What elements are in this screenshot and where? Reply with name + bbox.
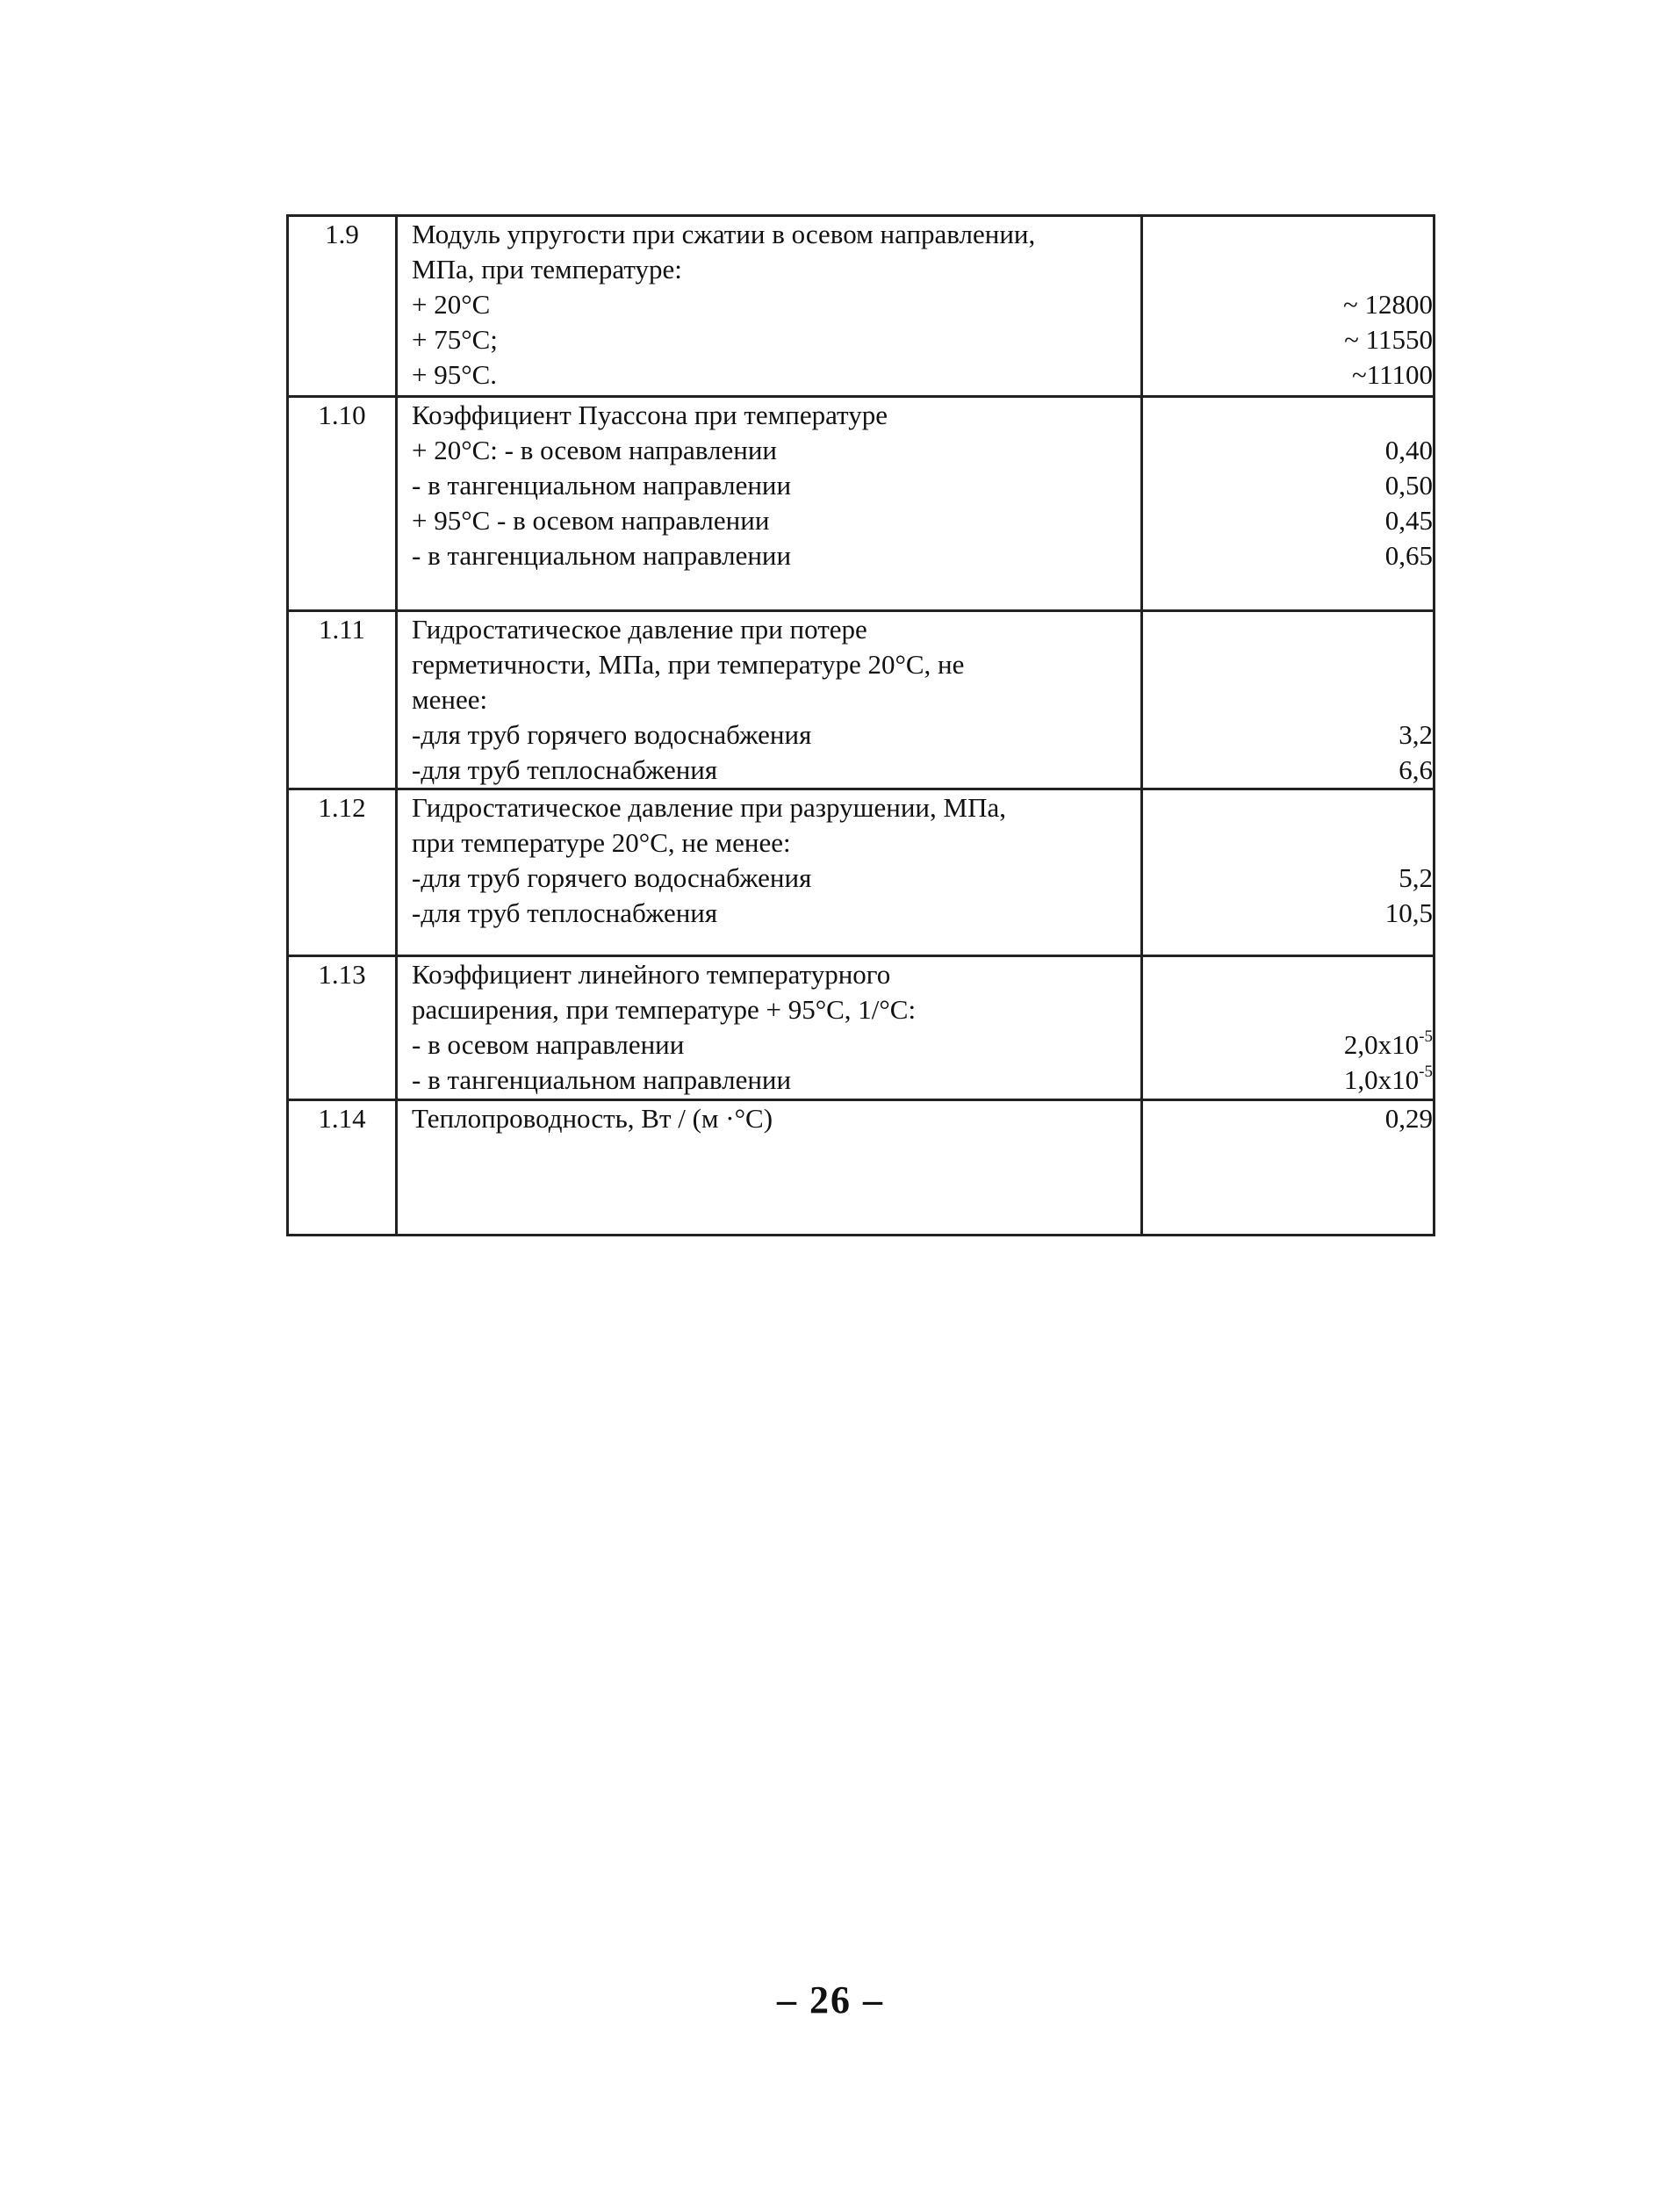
- row-description: [397, 789, 1142, 956]
- value-line: [1143, 252, 1433, 287]
- row-number: 1.12: [288, 789, 397, 956]
- row-description: [397, 1100, 1142, 1236]
- value-line: [1143, 825, 1433, 861]
- value-line: 0,40: [1384, 435, 1433, 465]
- table-row: [288, 956, 1434, 1100]
- value-line: [1143, 790, 1433, 825]
- description-line: при температуре 20°С, не менее:: [412, 827, 791, 858]
- description-line: + 20°С: - в осевом направлении: [412, 435, 778, 465]
- value-line: [1143, 398, 1433, 433]
- table-row: [288, 1100, 1434, 1236]
- description-line: Гидростатическое давление при разрушении, МПа,: [412, 792, 1006, 823]
- description-line: менее:: [412, 684, 488, 715]
- description-line: - в тангенциальном направлении: [412, 1064, 792, 1095]
- row-values: [1142, 216, 1434, 397]
- description-line: герметичности, МПа, при температуре 20°С, не: [412, 649, 965, 680]
- description-line: Коэффициент линейного температурного: [412, 959, 891, 990]
- value-line: 0,45: [1384, 505, 1433, 536]
- row-values: [1142, 956, 1434, 1100]
- description-line: + 95°С.: [412, 359, 498, 390]
- row-values: [1142, 611, 1434, 789]
- value-mantissa: 2,0x10: [1343, 1029, 1420, 1060]
- value-line: 0,65: [1384, 540, 1433, 571]
- value-line: [1143, 612, 1433, 647]
- row-number: 1.11: [288, 611, 397, 789]
- value-line: ~ 11550: [1344, 324, 1433, 355]
- row-number: 1.13: [288, 956, 397, 1100]
- value-line: [1143, 957, 1433, 992]
- value-line: [1143, 217, 1433, 252]
- description-line: -для труб горячего водоснабжения: [412, 862, 812, 893]
- value-line: 5,2: [1399, 862, 1433, 893]
- description-line: + 75°С;: [412, 324, 498, 355]
- properties-table: [286, 214, 1435, 1236]
- description-line: -для труб горячего водоснабжения: [412, 719, 812, 750]
- row-values: [1142, 397, 1434, 611]
- row-number: 1.10: [288, 397, 397, 611]
- description-line: -для труб теплоснабжения: [412, 754, 718, 785]
- value-line: [1143, 1027, 1433, 1063]
- row-values: [1142, 789, 1434, 956]
- table-row: [288, 216, 1434, 397]
- description-line: Коэффициент Пуассона при температуре: [412, 400, 888, 430]
- description-line: МПа, при температуре:: [412, 254, 682, 285]
- description-line: + 20°С: [412, 289, 491, 320]
- row-description: [397, 397, 1142, 611]
- value-line: 3,2: [1399, 719, 1433, 750]
- row-description: [397, 956, 1142, 1100]
- value-exponent: -5: [1419, 1063, 1433, 1081]
- row-description: [397, 611, 1142, 789]
- value-line: 0,50: [1384, 470, 1433, 501]
- description-line: + 95°С - в осевом направлении: [412, 505, 770, 536]
- description-line: - в тангенциальном направлении: [412, 470, 792, 501]
- row-values: [1142, 1100, 1434, 1236]
- value-line: [1143, 682, 1433, 717]
- description-line: расширения, при температуре + 95°С, 1/°С:: [412, 994, 917, 1025]
- row-description: [397, 216, 1142, 397]
- value-line: [1143, 1063, 1433, 1098]
- value-line: 0,29: [1384, 1103, 1433, 1134]
- value-line: 6,6: [1399, 754, 1433, 785]
- value-line: ~ 12800: [1342, 289, 1433, 320]
- row-number: 1.14: [288, 1100, 397, 1236]
- value-line: [1143, 647, 1433, 682]
- description-line: - в тангенциальном направлении: [412, 540, 792, 571]
- table-row: [288, 397, 1434, 611]
- description-line: -для труб теплоснабжения: [412, 897, 718, 928]
- value-line: ~11100: [1352, 359, 1433, 390]
- row-number: 1.9: [288, 216, 397, 397]
- table-row: [288, 611, 1434, 789]
- table-row: [288, 789, 1434, 956]
- value-line: [1143, 992, 1433, 1027]
- value-mantissa: 1,0x10: [1343, 1064, 1420, 1095]
- description-line: Гидростатическое давление при потере: [412, 614, 867, 645]
- description-line: Модуль упругости при сжатии в осевом направлении,: [412, 219, 1036, 249]
- description-line: Теплопроводность, Вт / (м ·°С): [412, 1103, 773, 1134]
- page-number: – 26 –: [777, 1978, 884, 2021]
- description-line: - в осевом направлении: [412, 1029, 685, 1060]
- value-exponent: -5: [1419, 1027, 1433, 1046]
- value-line: 10,5: [1384, 897, 1433, 928]
